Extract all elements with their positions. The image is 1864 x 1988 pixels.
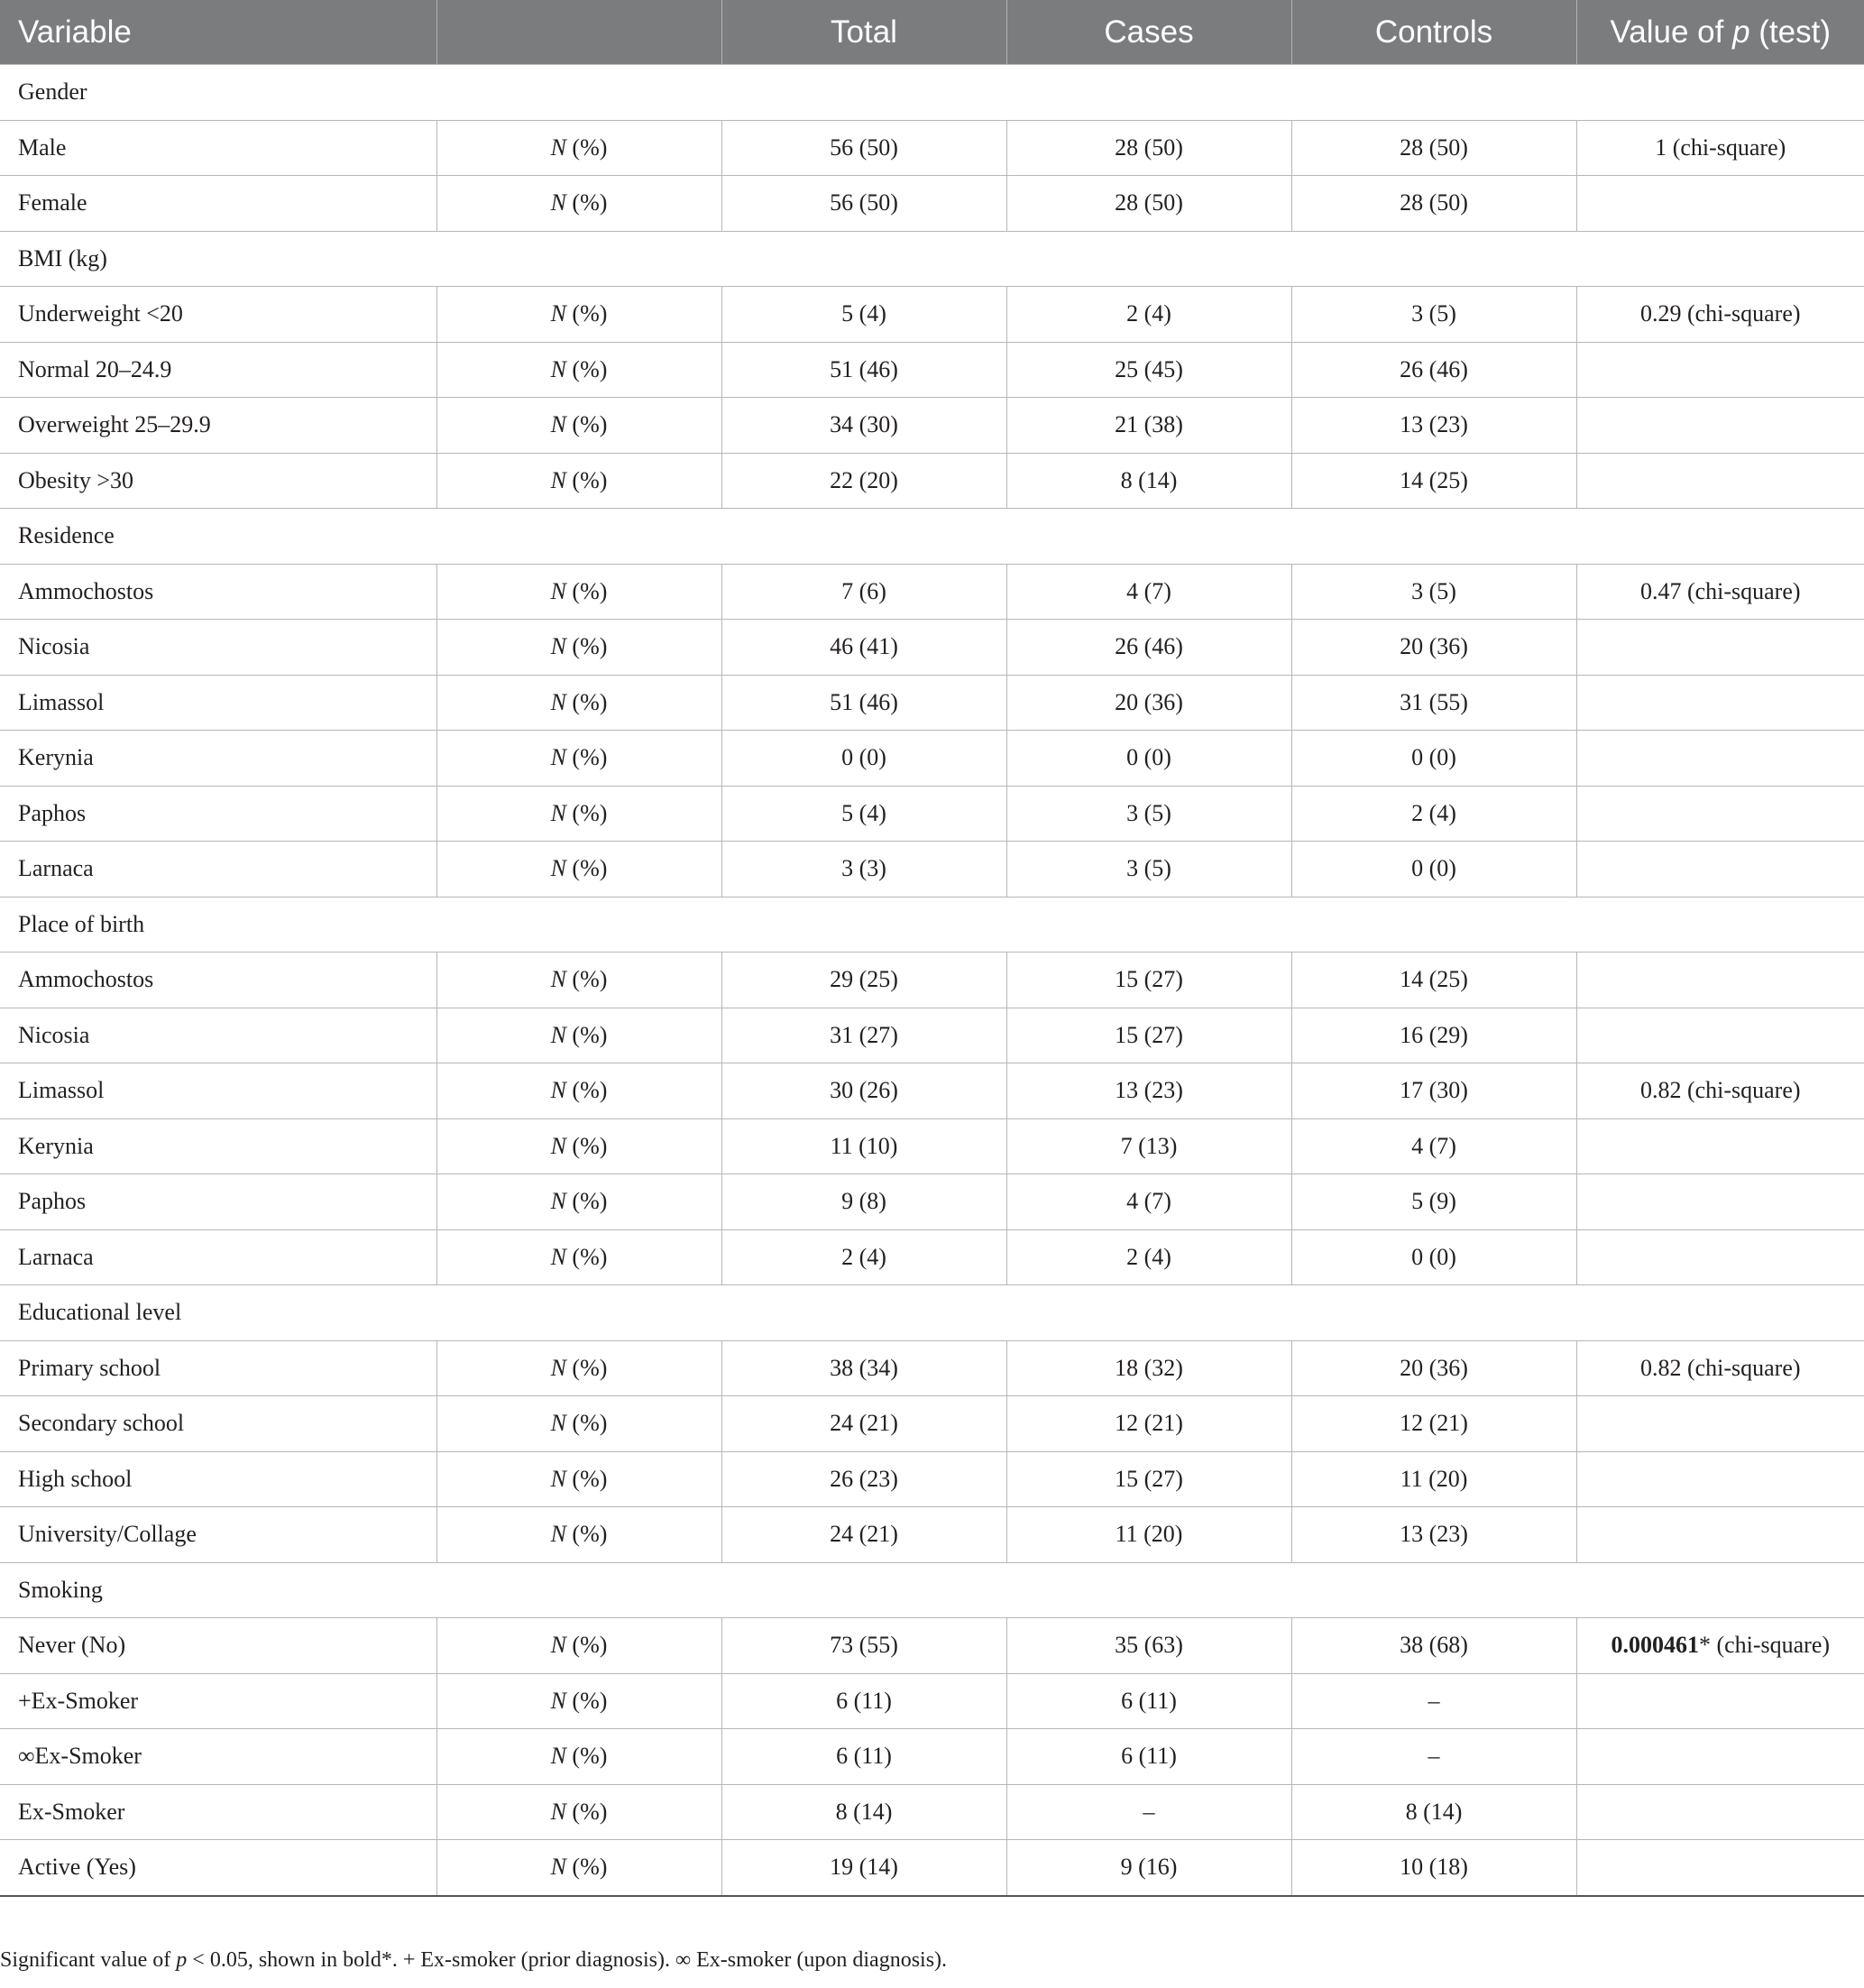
n-symbol: N	[550, 466, 566, 493]
row-label: Kerynia	[0, 731, 436, 787]
row-label: Never (No)	[0, 1618, 436, 1674]
total-cell: 11 (10)	[721, 1118, 1006, 1174]
pvalue-cell	[1576, 1784, 1864, 1840]
n-symbol: N	[550, 633, 566, 660]
pvalue-cell	[1576, 120, 1864, 176]
pvalue-cell	[1576, 842, 1864, 897]
pvalue-cell	[1576, 1729, 1864, 1785]
percent-symbol: (%)	[565, 189, 608, 216]
cases-cell: 6 (11)	[1006, 1729, 1291, 1785]
total-cell: 9 (8)	[721, 1174, 1006, 1230]
pvalue-cell	[1576, 1008, 1864, 1063]
cases-cell: 12 (21)	[1006, 1396, 1291, 1452]
controls-cell: 0 (0)	[1291, 731, 1576, 787]
n-symbol: N	[550, 1632, 566, 1659]
total-cell: 34 (30)	[721, 398, 1006, 454]
n-percent-label	[436, 1008, 721, 1063]
footnote-p: p	[176, 1948, 188, 1972]
percent-symbol: (%)	[565, 1132, 608, 1159]
total-cell: 29 (25)	[721, 953, 1006, 1008]
header-total: Total	[721, 0, 1006, 65]
header-blank	[436, 0, 721, 65]
row-label: Female	[0, 176, 436, 232]
n-symbol: N	[550, 799, 566, 826]
controls-cell: 13 (23)	[1291, 1507, 1576, 1563]
percent-symbol: (%)	[565, 466, 608, 493]
percent-symbol: (%)	[565, 577, 608, 604]
n-symbol: N	[550, 1743, 566, 1770]
n-symbol: N	[550, 300, 566, 327]
n-symbol: N	[550, 1132, 566, 1159]
percent-symbol: (%)	[565, 355, 608, 382]
n-percent-label	[436, 842, 721, 897]
cases-cell: –	[1006, 1784, 1291, 1840]
n-symbol: N	[550, 1521, 566, 1548]
n-percent-label	[436, 564, 721, 620]
pvalue-cell	[1576, 1451, 1864, 1507]
n-percent-label	[436, 1673, 721, 1729]
percent-symbol: (%)	[565, 1743, 608, 1770]
n-symbol: N	[550, 355, 566, 382]
table-row	[0, 1784, 1864, 1840]
group-label: Residence	[0, 509, 1864, 565]
controls-cell: 17 (30)	[1291, 1063, 1576, 1119]
total-cell: 5 (4)	[721, 786, 1006, 842]
table-row	[0, 1340, 1864, 1396]
controls-cell: 2 (4)	[1291, 786, 1576, 842]
table-row	[0, 1840, 1864, 1896]
footnote	[0, 1948, 947, 1973]
controls-cell: 4 (7)	[1291, 1118, 1576, 1174]
cases-cell: 26 (46)	[1006, 620, 1291, 676]
percent-symbol: (%)	[565, 855, 608, 882]
table-body	[0, 65, 1864, 1896]
total-cell: 24 (21)	[721, 1396, 1006, 1452]
table-row	[0, 1729, 1864, 1785]
cases-cell: 2 (4)	[1006, 1229, 1291, 1285]
total-cell: 38 (34)	[721, 1340, 1006, 1396]
row-label: Larnaca	[0, 1229, 436, 1285]
group-row	[0, 65, 1864, 121]
n-symbol: N	[550, 189, 566, 216]
row-label: Paphos	[0, 786, 436, 842]
footnote-part2: < 0.05, shown in bold*. + Ex-smoker (prior diagnosis). ∞ Ex-smoker (upon diagnosis).	[187, 1948, 948, 1972]
n-percent-label	[436, 1784, 721, 1840]
controls-cell: 26 (46)	[1291, 342, 1576, 398]
header-pvalue	[1576, 0, 1864, 65]
total-cell: 8 (14)	[721, 1784, 1006, 1840]
row-label: Kerynia	[0, 1118, 436, 1174]
n-symbol: N	[550, 577, 566, 604]
table-row	[0, 1008, 1864, 1063]
cases-cell: 6 (11)	[1006, 1673, 1291, 1729]
cases-cell: 3 (5)	[1006, 842, 1291, 897]
n-symbol: N	[550, 855, 566, 882]
pvalue-cell	[1576, 342, 1864, 398]
pvalue-cell	[1576, 620, 1864, 676]
n-percent-label	[436, 120, 721, 176]
total-cell: 51 (46)	[721, 675, 1006, 731]
table-row	[0, 953, 1864, 1008]
controls-cell: 3 (5)	[1291, 287, 1576, 343]
cases-cell: 4 (7)	[1006, 564, 1291, 620]
n-symbol: N	[550, 1077, 566, 1104]
n-symbol: N	[550, 411, 566, 438]
percent-symbol: (%)	[565, 1410, 608, 1437]
controls-cell: 14 (25)	[1291, 453, 1576, 509]
total-cell: 5 (4)	[721, 287, 1006, 343]
cases-cell: 2 (4)	[1006, 287, 1291, 343]
row-label: Larnaca	[0, 842, 436, 897]
percent-symbol: (%)	[565, 1632, 608, 1659]
group-row	[0, 509, 1864, 565]
table-row	[0, 1618, 1864, 1674]
pvalue-cell	[1576, 675, 1864, 731]
group-row	[0, 231, 1864, 287]
percent-symbol: (%)	[565, 799, 608, 826]
percent-symbol: (%)	[565, 1243, 608, 1270]
row-label: Paphos	[0, 1174, 436, 1230]
row-label: Obesity >30	[0, 453, 436, 509]
pvalue-significant: 0.000461	[1611, 1632, 1699, 1659]
table-row	[0, 120, 1864, 176]
percent-symbol: (%)	[565, 1354, 608, 1381]
n-symbol: N	[550, 1854, 566, 1881]
row-label: Active (Yes)	[0, 1840, 436, 1896]
table-row	[0, 842, 1864, 897]
cases-cell: 11 (20)	[1006, 1507, 1291, 1563]
table-row	[0, 675, 1864, 731]
cases-cell: 28 (50)	[1006, 176, 1291, 232]
pvalue-cell	[1576, 287, 1864, 343]
pvalue-text: * (chi-square)	[1698, 1632, 1831, 1659]
cases-cell: 9 (16)	[1006, 1840, 1291, 1896]
controls-cell: –	[1291, 1729, 1576, 1785]
row-label: Nicosia	[0, 620, 436, 676]
controls-cell: 0 (0)	[1291, 842, 1576, 897]
n-symbol: N	[550, 744, 566, 771]
row-label: Overweight 25–29.9	[0, 398, 436, 454]
table-row	[0, 1507, 1864, 1563]
pvalue-cell	[1576, 1063, 1864, 1119]
cases-cell: 8 (14)	[1006, 453, 1291, 509]
controls-cell: 28 (50)	[1291, 176, 1576, 232]
n-percent-label	[436, 398, 721, 454]
total-cell: 24 (21)	[721, 1507, 1006, 1563]
n-percent-label	[436, 1174, 721, 1230]
percent-symbol: (%)	[565, 1077, 608, 1104]
n-percent-label	[436, 1063, 721, 1119]
n-percent-label	[436, 675, 721, 731]
cases-cell: 0 (0)	[1006, 731, 1291, 787]
total-cell: 26 (23)	[721, 1451, 1006, 1507]
cases-cell: 7 (13)	[1006, 1118, 1291, 1174]
cases-cell: 21 (38)	[1006, 398, 1291, 454]
pvalue-text: 0.82 (chi-square)	[1639, 1354, 1801, 1381]
header-variable: Variable	[0, 0, 436, 65]
percent-symbol: (%)	[565, 300, 608, 327]
cases-cell: 15 (27)	[1006, 1451, 1291, 1507]
n-symbol: N	[550, 1687, 566, 1714]
total-cell: 56 (50)	[721, 120, 1006, 176]
cases-cell: 4 (7)	[1006, 1174, 1291, 1230]
table-row	[0, 398, 1864, 454]
table-row	[0, 1673, 1864, 1729]
n-symbol: N	[550, 1798, 566, 1825]
total-cell: 3 (3)	[721, 842, 1006, 897]
table-row	[0, 620, 1864, 676]
table-row	[0, 176, 1864, 232]
row-label: University/Collage	[0, 1507, 436, 1563]
controls-cell: 3 (5)	[1291, 564, 1576, 620]
percent-symbol: (%)	[565, 1465, 608, 1492]
group-label: Smoking	[0, 1562, 1864, 1618]
group-row	[0, 897, 1864, 953]
table-row	[0, 1118, 1864, 1174]
controls-cell: 10 (18)	[1291, 1840, 1576, 1896]
header-pvalue-suffix: (test)	[1749, 14, 1831, 50]
pvalue-cell	[1576, 1840, 1864, 1896]
total-cell: 51 (46)	[721, 342, 1006, 398]
controls-cell: 20 (36)	[1291, 620, 1576, 676]
pvalue-text: 0.47 (chi-square)	[1639, 577, 1801, 604]
header-row	[0, 0, 1864, 65]
n-symbol: N	[550, 1410, 566, 1437]
table-row	[0, 731, 1864, 787]
cases-cell: 15 (27)	[1006, 953, 1291, 1008]
n-symbol: N	[550, 133, 566, 161]
pvalue-cell	[1576, 786, 1864, 842]
n-percent-label	[436, 786, 721, 842]
group-label: Gender	[0, 65, 1864, 121]
n-percent-label	[436, 1618, 721, 1674]
n-percent-label	[436, 1507, 721, 1563]
table-row	[0, 1229, 1864, 1285]
n-percent-label	[436, 1340, 721, 1396]
controls-cell: 11 (20)	[1291, 1451, 1576, 1507]
header-cases: Cases	[1006, 0, 1291, 65]
controls-cell: 31 (55)	[1291, 675, 1576, 731]
controls-cell: 0 (0)	[1291, 1229, 1576, 1285]
header-pvalue-prefix: Value of	[1610, 14, 1733, 50]
total-cell: 6 (11)	[721, 1673, 1006, 1729]
total-cell: 30 (26)	[721, 1063, 1006, 1119]
pvalue-cell	[1576, 1340, 1864, 1396]
pvalue-cell	[1576, 953, 1864, 1008]
row-label: Male	[0, 120, 436, 176]
table-row	[0, 786, 1864, 842]
n-percent-label	[436, 1229, 721, 1285]
controls-cell: 14 (25)	[1291, 953, 1576, 1008]
n-percent-label	[436, 287, 721, 343]
total-cell: 31 (27)	[721, 1008, 1006, 1063]
pvalue-cell	[1576, 1174, 1864, 1230]
total-cell: 46 (41)	[721, 620, 1006, 676]
cases-cell: 20 (36)	[1006, 675, 1291, 731]
controls-cell: 28 (50)	[1291, 120, 1576, 176]
total-cell: 2 (4)	[721, 1229, 1006, 1285]
n-symbol: N	[550, 966, 566, 993]
percent-symbol: (%)	[565, 133, 608, 161]
pvalue-cell	[1576, 1507, 1864, 1563]
cases-cell: 25 (45)	[1006, 342, 1291, 398]
group-row	[0, 1285, 1864, 1341]
pvalue-cell	[1576, 453, 1864, 509]
group-label: Place of birth	[0, 897, 1864, 953]
table-row	[0, 453, 1864, 509]
table-row	[0, 1396, 1864, 1452]
percent-symbol: (%)	[565, 744, 608, 771]
pvalue-cell	[1576, 1118, 1864, 1174]
pvalue-cell	[1576, 1229, 1864, 1285]
row-label: High school	[0, 1451, 436, 1507]
pvalue-text: 0.29 (chi-square)	[1639, 300, 1801, 327]
row-label: ∞Ex-Smoker	[0, 1729, 436, 1785]
n-percent-label	[436, 1118, 721, 1174]
row-label: Underweight <20	[0, 287, 436, 343]
controls-cell: 8 (14)	[1291, 1784, 1576, 1840]
controls-cell: 38 (68)	[1291, 1618, 1576, 1674]
total-cell: 73 (55)	[721, 1618, 1006, 1674]
pvalue-cell	[1576, 398, 1864, 454]
row-label: Primary school	[0, 1340, 436, 1396]
pvalue-cell	[1576, 1673, 1864, 1729]
n-symbol: N	[550, 1354, 566, 1381]
group-label: Educational level	[0, 1285, 1864, 1341]
percent-symbol: (%)	[565, 411, 608, 438]
n-percent-label	[436, 176, 721, 232]
pvalue-cell	[1576, 1396, 1864, 1452]
n-symbol: N	[550, 1188, 566, 1215]
group-label: BMI (kg)	[0, 231, 1864, 287]
controls-cell: 16 (29)	[1291, 1008, 1576, 1063]
percent-symbol: (%)	[565, 688, 608, 715]
n-percent-label	[436, 1729, 721, 1785]
header-pvalue-p: p	[1732, 14, 1750, 50]
n-symbol: N	[550, 1243, 566, 1270]
row-label: +Ex-Smoker	[0, 1673, 436, 1729]
table-row	[0, 1451, 1864, 1507]
percent-symbol: (%)	[565, 966, 608, 993]
pvalue-cell	[1576, 1618, 1864, 1674]
cases-cell: 28 (50)	[1006, 120, 1291, 176]
header-controls: Controls	[1291, 0, 1576, 65]
n-percent-label	[436, 453, 721, 509]
row-label: Ex-Smoker	[0, 1784, 436, 1840]
percent-symbol: (%)	[565, 1798, 608, 1825]
row-label: Ammochostos	[0, 953, 436, 1008]
controls-cell: 20 (36)	[1291, 1340, 1576, 1396]
row-label: Normal 20–24.9	[0, 342, 436, 398]
cases-cell: 3 (5)	[1006, 786, 1291, 842]
n-percent-label	[436, 953, 721, 1008]
n-symbol: N	[550, 688, 566, 715]
total-cell: 56 (50)	[721, 176, 1006, 232]
table-row	[0, 287, 1864, 343]
table-row	[0, 1063, 1864, 1119]
controls-cell: 5 (9)	[1291, 1174, 1576, 1230]
group-row	[0, 1562, 1864, 1618]
total-cell: 0 (0)	[721, 731, 1006, 787]
percent-symbol: (%)	[565, 1854, 608, 1881]
n-percent-label	[436, 1396, 721, 1452]
n-percent-label	[436, 342, 721, 398]
controls-cell: 12 (21)	[1291, 1396, 1576, 1452]
row-label: Limassol	[0, 675, 436, 731]
n-percent-label	[436, 620, 721, 676]
pvalue-cell	[1576, 564, 1864, 620]
pvalue-text: 1 (chi-square)	[1655, 133, 1786, 161]
n-percent-label	[436, 1451, 721, 1507]
cases-cell: 15 (27)	[1006, 1008, 1291, 1063]
n-symbol: N	[550, 1465, 566, 1492]
total-cell: 6 (11)	[721, 1729, 1006, 1785]
table-row	[0, 342, 1864, 398]
cases-cell: 18 (32)	[1006, 1340, 1291, 1396]
percent-symbol: (%)	[565, 633, 608, 660]
n-percent-label	[436, 1840, 721, 1896]
table-row	[0, 564, 1864, 620]
total-cell: 22 (20)	[721, 453, 1006, 509]
pvalue-cell	[1576, 731, 1864, 787]
percent-symbol: (%)	[565, 1521, 608, 1548]
percent-symbol: (%)	[565, 1687, 608, 1714]
table-row	[0, 1174, 1864, 1230]
n-symbol: N	[550, 1021, 566, 1048]
controls-cell: –	[1291, 1673, 1576, 1729]
footnote-part1: Significant value of	[0, 1948, 177, 1972]
total-cell: 19 (14)	[721, 1840, 1006, 1896]
controls-cell: 13 (23)	[1291, 398, 1576, 454]
cases-cell: 13 (23)	[1006, 1063, 1291, 1119]
n-percent-label	[436, 731, 721, 787]
row-label: Ammochostos	[0, 564, 436, 620]
pvalue-text: 0.82 (chi-square)	[1639, 1077, 1801, 1104]
percent-symbol: (%)	[565, 1188, 608, 1215]
percent-symbol: (%)	[565, 1021, 608, 1048]
row-label: Limassol	[0, 1063, 436, 1119]
total-cell: 7 (6)	[721, 564, 1006, 620]
cases-cell: 35 (63)	[1006, 1618, 1291, 1674]
row-label: Nicosia	[0, 1008, 436, 1063]
row-label: Secondary school	[0, 1396, 436, 1452]
pvalue-cell	[1576, 176, 1864, 232]
